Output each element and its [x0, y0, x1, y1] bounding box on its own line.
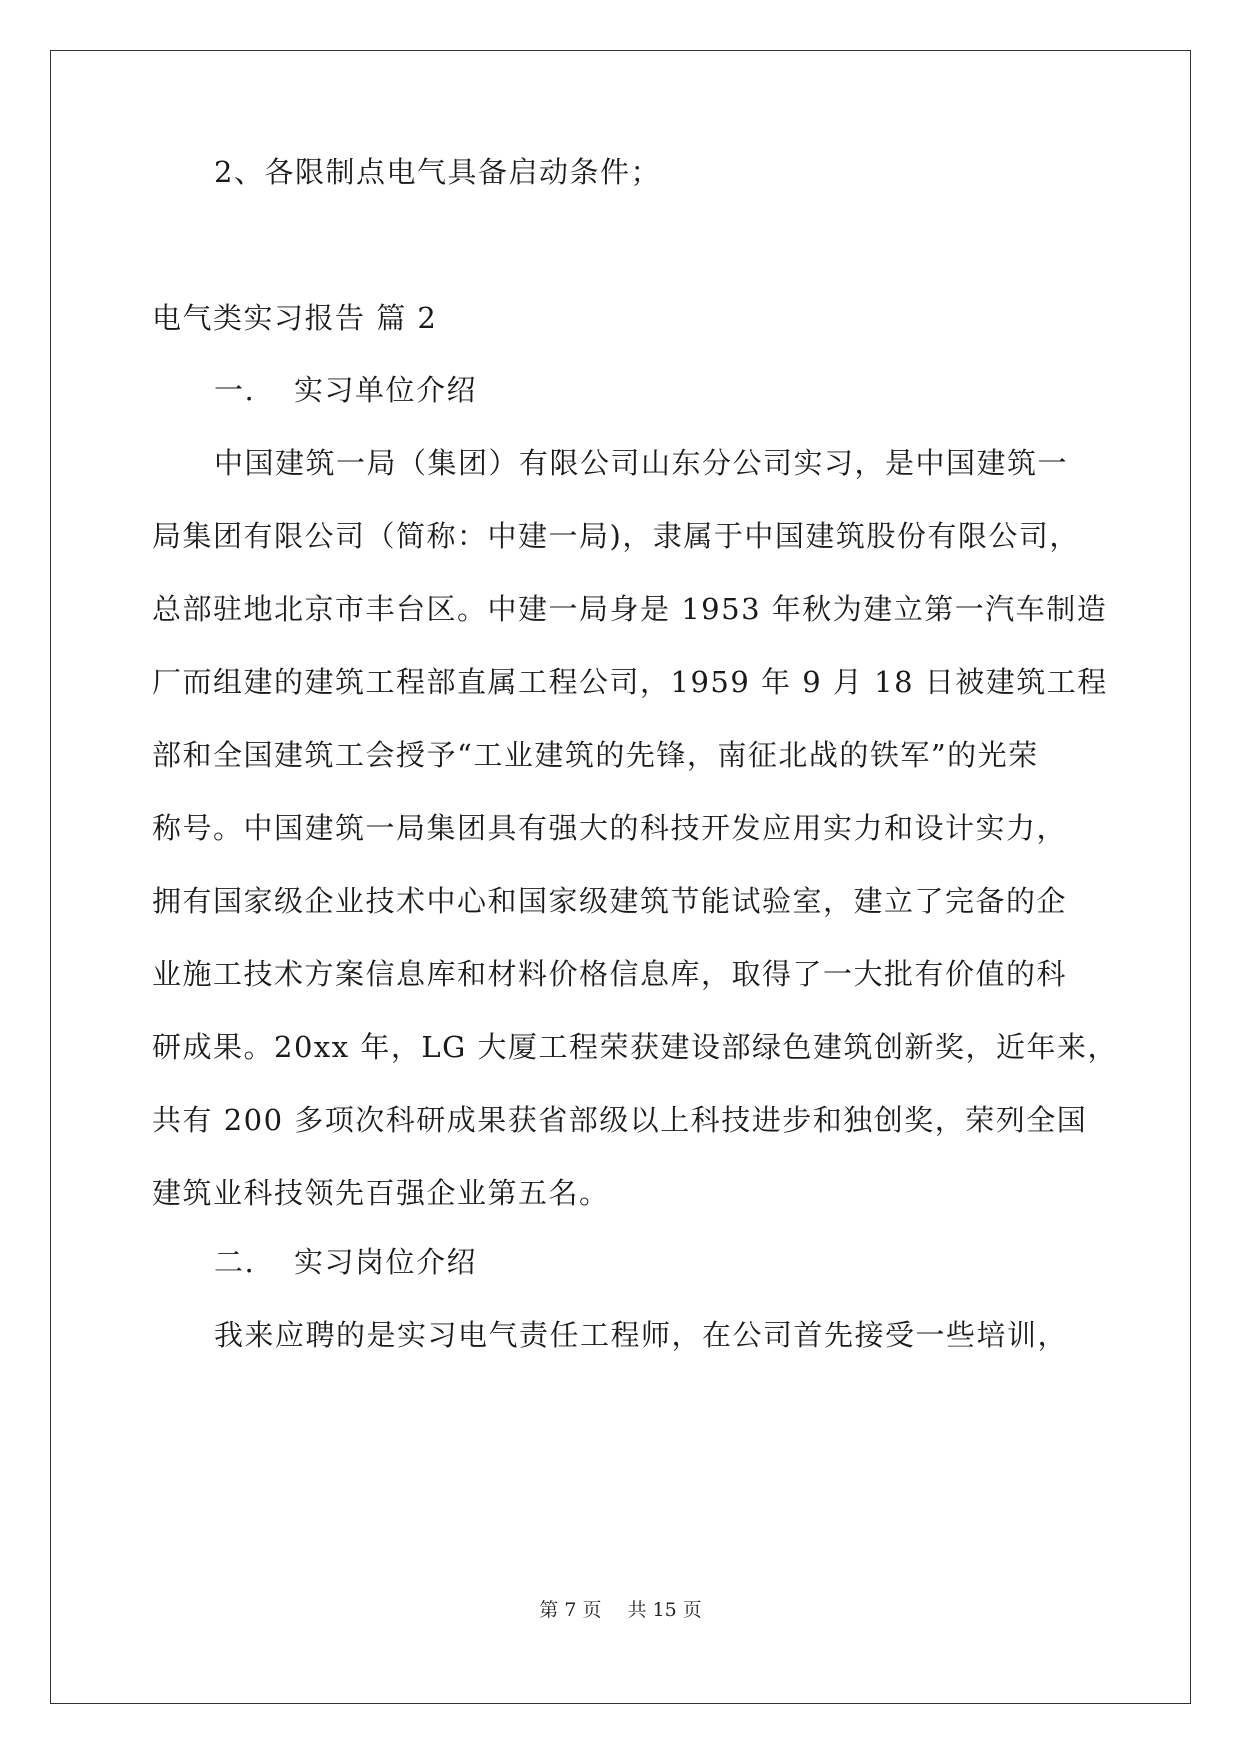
list-item-condition-2: 2、各限制点电气具备启动条件；	[214, 155, 661, 189]
paragraph-line: 中国建筑一局（集团）有限公司山东分公司实习，是中国建筑一	[214, 446, 1069, 480]
paragraph-line: 研成果。20xx 年，LG 大厦工程荣获建设部绿色建筑创新奖，近年来，	[152, 1030, 1118, 1064]
heading-company-intro	[214, 370, 477, 410]
paragraph-line: 建筑业科技领先百强企业第五名。	[152, 1176, 610, 1210]
section-title: 电气类实习报告 篇 2	[152, 301, 438, 335]
paragraph-line: 部和全国建筑工会授予“工业建筑的先锋，南征北战的铁军”的光荣	[152, 738, 1039, 772]
paragraph-line: 共有 200 多项次科研成果获省部级以上科技进步和独创奖，荣列全国	[152, 1103, 1088, 1137]
paragraph-line: 称号。中国建筑一局集团具有强大的科技开发应用实力和设计实力，	[152, 811, 1068, 845]
paragraph-line: 拥有国家级企业技术中心和国家级建筑节能试验室，建立了完备的企	[152, 884, 1068, 918]
paragraph-line: 我来应聘的是实习电气责任工程师，在公司首先接受一些培训，	[214, 1318, 1069, 1352]
paragraph-line: 总部驻地北京市丰台区。中建一局身是 1953 年秋为建立第一汽车制造	[152, 592, 1108, 626]
heading-text: 实习单位介绍	[294, 373, 478, 407]
page-number: 第 7 页	[539, 1599, 602, 1621]
page-footer	[0, 1598, 1241, 1622]
heading-position-intro	[214, 1242, 477, 1282]
paragraph-line: 局集团有限公司（简称：中建一局)，隶属于中国建筑股份有限公司，	[152, 519, 1080, 553]
paragraph-line: 业施工技术方案信息库和材料价格信息库，取得了一大批有价值的科	[152, 957, 1068, 991]
heading-number: 二.	[214, 1245, 256, 1279]
page-total: 共 15 页	[627, 1599, 702, 1621]
heading-text: 实习岗位介绍	[294, 1245, 478, 1279]
heading-number: 一.	[214, 373, 256, 407]
paragraph-line: 厂而组建的建筑工程部直属工程公司，1959 年 9 月 18 日被建筑工程	[152, 665, 1108, 699]
